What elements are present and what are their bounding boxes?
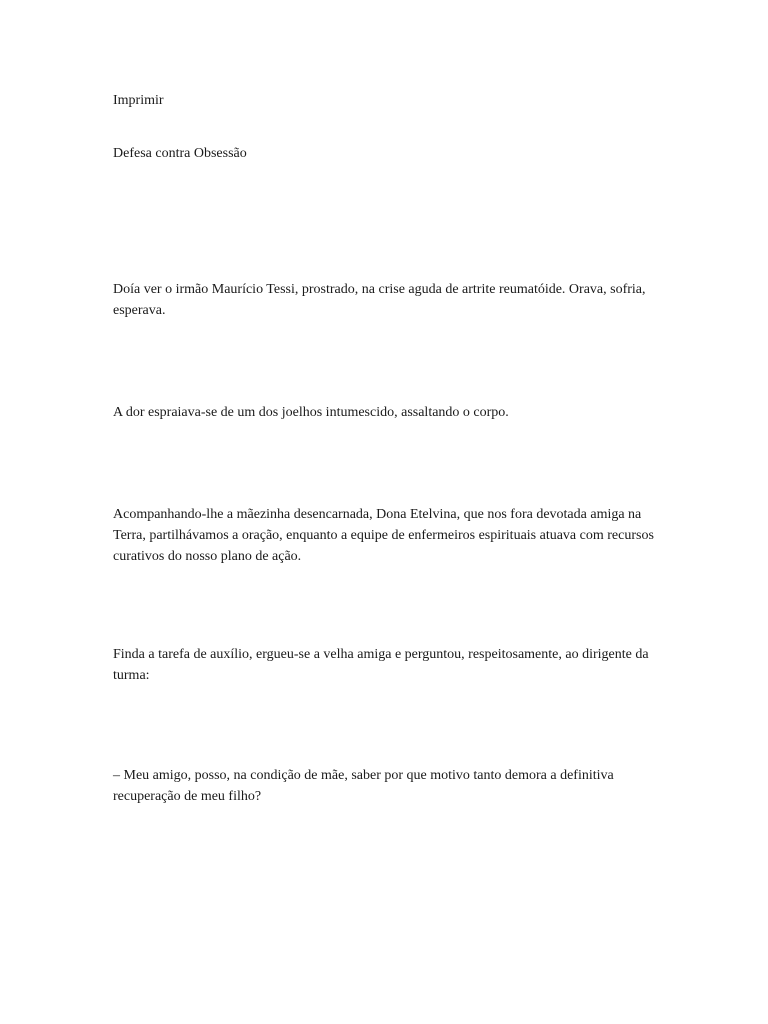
document-title: Defesa contra Obsessão (113, 146, 247, 161)
paragraph: Finda a tarefa de auxílio, ergueu-se a velha amiga e perguntou, respeitosamente, ao dirigente da turma: (113, 647, 649, 683)
paragraph: Doía ver o irmão Maurício Tessi, prostrado, na crise aguda de artrite reumatóide. Orava, sofria, esperava. (113, 282, 646, 318)
paragraph: A dor espraiava-se de um dos joelhos intumescido, assaltando o corpo. (113, 405, 509, 420)
paragraph: Acompanhando-lhe a mãezinha desencarnada, Dona Etelvina, que nos fora devotada amiga na Terra, partilhávamos a oração, enquanto a equipe de enfermeiros espirituais atuava com recursos curativos do nosso plano de ação. (113, 507, 654, 564)
print-link[interactable]: Imprimir (113, 93, 164, 108)
paragraph: – Meu amigo, posso, na condição de mãe, saber por que motivo tanto demora a definitiva recuperação de meu filho? (113, 768, 614, 804)
